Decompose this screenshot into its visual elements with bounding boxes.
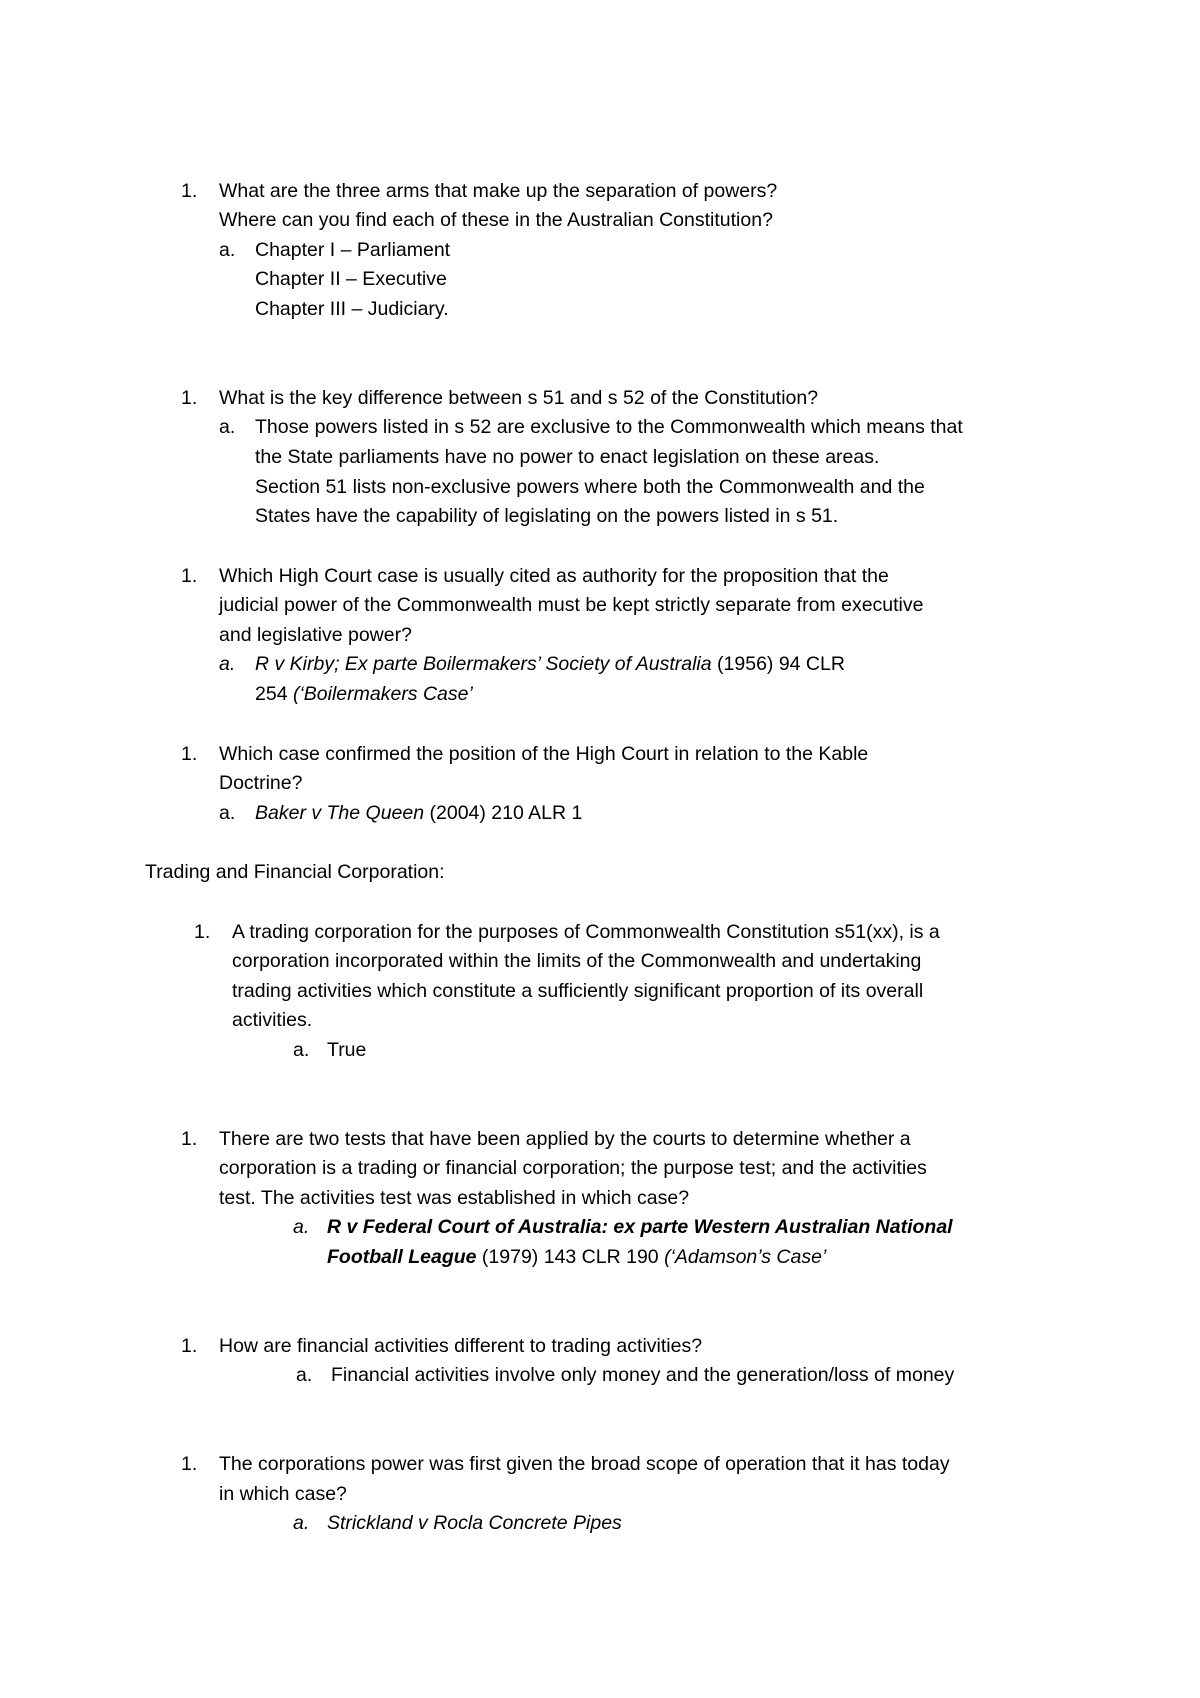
question-text: Which High Court case is usually cited as authority for the proposition that the: [219, 565, 889, 587]
question-text: trading activities which constitute a sufficiently significant proportion of its overall: [232, 980, 924, 1002]
answer-text: Chapter III – Judiciary.: [255, 298, 449, 320]
case-name: R v Kirby; Ex parte Boilermakers’ Society of Australia: [255, 653, 712, 675]
answer-text: [255, 799, 582, 828]
answer-text: True: [327, 1039, 367, 1061]
section-heading: Trading and Financial Corporation:: [145, 861, 445, 883]
answer-label: a.: [219, 239, 236, 261]
question-number: 1.: [181, 1453, 198, 1475]
question-text: and legislative power?: [219, 624, 412, 646]
case-name: R v Federal Court of Australia: ex parte Western Australian National: [327, 1216, 953, 1238]
answer-label: a.: [296, 1364, 313, 1386]
question-text: There are two tests that have been applied by the courts to determine whether a: [219, 1128, 911, 1150]
answer-label: a.: [219, 802, 236, 824]
answer-text: [255, 680, 473, 709]
answer-text: [327, 1213, 953, 1242]
question-text: in which case?: [219, 1483, 347, 1505]
question-text: How are financial activities different to trading activities?: [219, 1335, 703, 1357]
case-short-name: (‘Boilermakers Case’: [292, 683, 473, 705]
question-number: 1.: [181, 565, 198, 587]
question-text: What are the three arms that make up the separation of powers?: [219, 180, 778, 202]
answer-text: Chapter I – Parliament: [255, 239, 451, 261]
question-number: 1.: [181, 1335, 198, 1357]
answer-text: Section 51 lists non-exclusive powers where both the Commonwealth and the: [255, 476, 925, 498]
question-number: 1.: [194, 921, 211, 943]
case-name: Strickland v Rocla Concrete Pipes: [327, 1512, 622, 1534]
answer-text: [327, 1243, 826, 1272]
answer-text: Chapter II – Executive: [255, 268, 447, 290]
question-number: 1.: [181, 743, 198, 765]
question-text: test. The activities test was established in which case?: [219, 1187, 690, 1209]
question-text: Doctrine?: [219, 772, 303, 794]
citation: (2004) 210 ALR 1: [424, 802, 583, 824]
answer-label: a.: [219, 416, 236, 438]
answer-label: a.: [293, 1216, 310, 1238]
answer-label: a.: [219, 653, 236, 675]
question-text: judicial power of the Commonwealth must be kept strictly separate from executive: [219, 594, 924, 616]
case-name: Baker v The Queen: [255, 802, 425, 824]
question-text: corporation is a trading or financial corporation; the purpose test; and the activities: [219, 1157, 927, 1179]
answer-label: a.: [293, 1039, 310, 1061]
question-text: Which case confirmed the position of the High Court in relation to the Kable: [219, 743, 869, 765]
question-text: corporation incorporated within the limits of the Commonwealth and undertaking: [232, 950, 922, 972]
question-number: 1.: [181, 180, 198, 202]
answer-text: [255, 650, 845, 679]
question-text: What is the key difference between s 51 and s 52 of the Constitution?: [219, 387, 819, 409]
answer-text: Financial activities involve only money and the generation/loss of money: [331, 1364, 955, 1386]
case-short-name: (‘Adamson’s Case’: [664, 1246, 827, 1268]
question-text: activities.: [232, 1009, 313, 1031]
citation: 254: [255, 683, 293, 705]
answer-label: a.: [293, 1512, 310, 1534]
question-text: Where can you find each of these in the Australian Constitution?: [219, 209, 773, 231]
question-text: The corporations power was first given the broad scope of operation that it has today: [219, 1453, 950, 1475]
citation: (1956) 94 CLR: [711, 653, 845, 675]
answer-text: the State parliaments have no power to enact legislation on these areas.: [255, 446, 880, 468]
question-text: A trading corporation for the purposes of Commonwealth Constitution s51(xx), is a: [232, 921, 940, 943]
question-number: 1.: [181, 1128, 198, 1150]
answer-text: States have the capability of legislating on the powers listed in s 51.: [255, 505, 839, 527]
citation: (1979) 143 CLR 190: [476, 1246, 665, 1268]
case-name: Football League: [327, 1246, 477, 1268]
answer-text: Those powers listed in s 52 are exclusive to the Commonwealth which means that: [255, 416, 963, 438]
answer-text: [327, 1509, 622, 1538]
question-number: 1.: [181, 387, 198, 409]
